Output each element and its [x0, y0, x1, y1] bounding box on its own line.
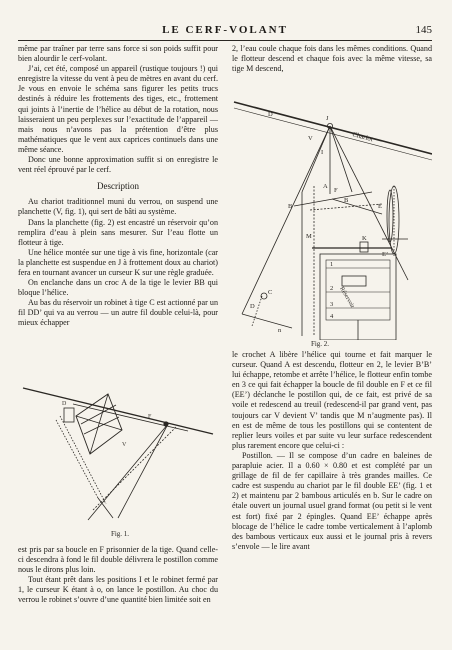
figure-2-drawing — [232, 96, 432, 340]
fig2-label: E’ — [382, 251, 389, 258]
fig2-label: M — [306, 233, 312, 240]
page-number: 145 — [415, 24, 432, 36]
fig2-label: 3 — [330, 301, 334, 308]
fig2-label: B — [344, 197, 349, 204]
fig2-label: A — [323, 183, 328, 190]
svg-text:V: V — [122, 442, 127, 448]
figure-1-drawing — [18, 378, 223, 526]
paragraph: Une hélice montée sur une tige à vis fine, horizontale (car la planchette est suspendue en J à frottement doux au chariot) fera en tournant avancer un curseur K sur une règle graduée. — [18, 247, 218, 277]
paragraph: Donc une bonne approximation suffit si on enregistre le vent réel éprouvé par le cerf. — [18, 155, 218, 175]
fig2-label: F — [334, 187, 338, 194]
section-title: Description — [97, 181, 139, 192]
fig2-label: 1 — [330, 261, 334, 268]
fig2-label: 2 — [330, 285, 334, 292]
paragraph: même par traîner par terre sans force si son poids suffit pour bien alourdir le cerf-volant. — [18, 44, 218, 64]
svg-text:D: D — [62, 401, 67, 407]
left-column-top — [18, 44, 218, 329]
right-column-top — [232, 44, 432, 74]
header-rule — [18, 40, 432, 41]
fig2-label: J — [326, 115, 329, 122]
paragraph: Postillon. — Il se compose d’un cadre en baleines de parapluie acier. Il a 0.60 × 0.80 et est complété par un grillage de fil de fer capillaire à très grandes mailles. Ce cadre est suspendu au chariot par le fil double EE’ (fig. 1 et 2) et maintenu par 2 bambous articulés en b. Sur le cadre on étale ouvert un journal usuel grand format (ou petit si le vent est fort) fixé par 2 épingles. Quand EE’ échappe après blocage de l’hélice le cadre tombe verticalement à l’aplomb des bambous verticaux eux aussi et le journal pris à revers s’envole — le lire avant — [232, 450, 432, 551]
fig2-label: E — [378, 203, 382, 210]
paragraph: Au bas du réservoir un robinet à tige C est actionné par un fil DD’ qui va au verrou — un autre fil double celui-là, pour mieux échapper — [18, 298, 218, 328]
figure-1-caption: Fig. 1. — [110, 530, 130, 538]
fig2-label: 4 — [330, 313, 334, 320]
right-column-bottom — [232, 350, 432, 552]
fig2-label: D — [250, 303, 255, 310]
paragraph: On enclanche dans un croc A de la tige le levier BB qui bloque l’hélice. — [18, 278, 218, 298]
figure-2-caption: Fig. 2. — [310, 340, 330, 348]
fig2-reservoir-label: Réservoir — [338, 286, 356, 310]
fig2-chariot-label: Chariot — [351, 130, 374, 144]
paragraph: Dans la planchette (fig. 2) est encastré un réservoir qu’on remplira d’eau à plein sans mesurer. Sur l’eau flotte un flotteur à tige. — [18, 217, 218, 247]
fig2-label: D — [268, 111, 273, 118]
fig2-label: V — [308, 135, 313, 142]
paragraph: est pris par sa boucle en F prisonnier de la tige. Quand celle-ci descendra à fond le fil double délivrera le postillon comme nous le dirons plus loin. — [18, 545, 218, 575]
svg-text:F: F — [148, 414, 152, 420]
fig2-label: I — [321, 149, 324, 156]
page-running-title: LE CERF-VOLANT — [162, 24, 288, 36]
paragraph: Tout étant prêt dans les positions I et le robinet fermé par 1, le curseur K étant à o, on lance le postillon. Au choc du verrou le robinet s’ouvre d’une quantité bien limitée soit en — [18, 575, 218, 605]
fig2-label: B — [288, 203, 293, 210]
fig2-label: n — [278, 327, 282, 334]
fig2-label: K — [362, 235, 367, 242]
left-column-bottom — [18, 545, 218, 606]
paragraph: le crochet A libère l’hélice qui tourne et fait marquer le curseur. Quand A est descendu, flotteur en 2, le levier B’B’ lui échappe, retombe et arrête l’hélice, le flotteur enfin tombe en 3 ce qui fait échapper la boucle de fil double en F et ce fil (EE’) déclanche le postillon qui, de ce fait, est privé de sa voile et redescend au treuil (redescend-il par grand vent, pas toujours car V devient V’ tandis que M n’augmente pas). Il en est de même de tous les postillons qui se contentent de replier leurs voiles et par suite vu leur surface redescendent plus rarement encore que celui-ci : — [232, 350, 432, 450]
fig2-label: C — [268, 289, 273, 296]
page-header — [18, 24, 432, 38]
paragraph: J’ai, cet été, composé un appareil (rustique toujours !) qui enregistre la vitesse du vent à peu de mètres en avant du cerf. Je vous en envoie le schéma sans figurer les petits trucs destinés à réduire les frottements des tiges, etc., frottement qui joints à l’inertie de l’hélice au début de la rotation, nous laisseraient un peu perplexes sur l’exactitude de l’appareil — mais nous n’avons pas la prétention d’être plus mathématiques que le vent aux caprices continuels dans une même séance. — [18, 64, 218, 154]
paragraph: Au chariot traditionnel muni du verrou, on suspend une planchette (V, fig. 1), qui sert de bâti au système. — [18, 197, 218, 217]
paragraph: 2, l’eau coule chaque fois dans les mêmes conditions. Quand le flotteur descend et chaque fois avec la même vitesse, sa tige M descend, — [232, 44, 432, 74]
